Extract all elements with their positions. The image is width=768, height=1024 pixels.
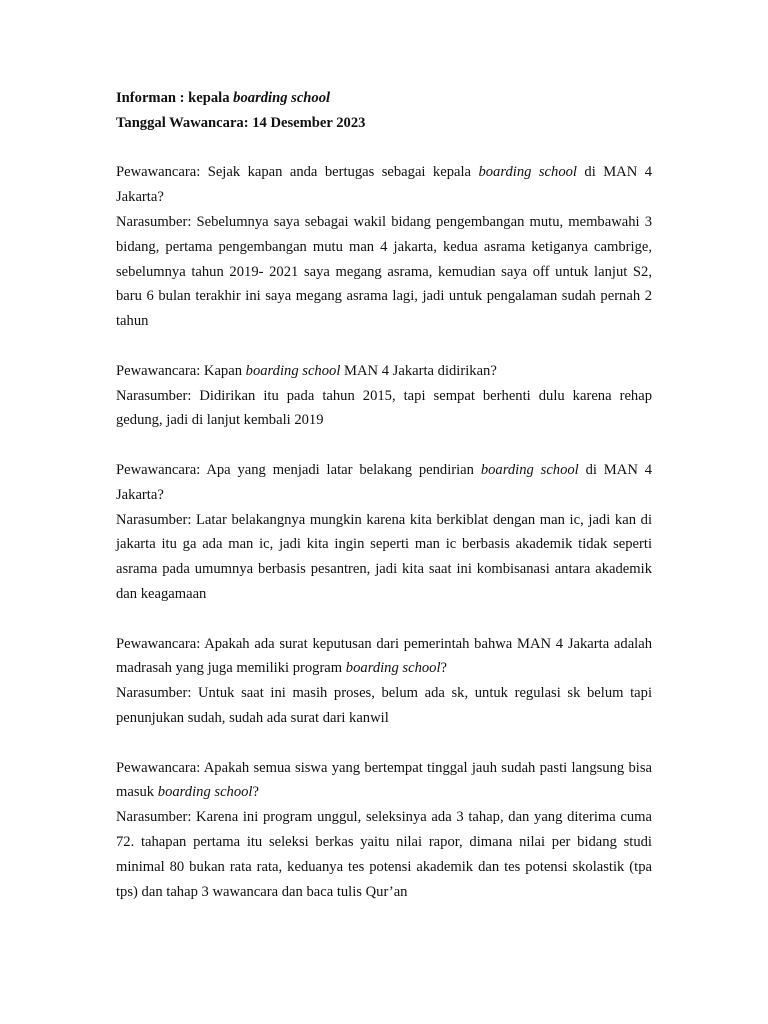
informan-italic: boarding school (233, 90, 331, 106)
qa-block (116, 756, 652, 905)
interview-date: Tanggal Wawancara: 14 Desember 2023 (116, 114, 366, 131)
spacer (116, 136, 652, 161)
source-answer (116, 508, 652, 607)
text-segment: MAN 4 Jakarta didirikan? (340, 362, 497, 379)
italic-term: boarding school (478, 164, 577, 181)
interviewer-question (116, 458, 652, 508)
qa-block (116, 160, 652, 334)
italic-term: boarding school (480, 461, 579, 478)
text-segment: Narasumber: Sebelumnya saya sebagai wakil bidang pengembangan mutu, membawahi 3 bidang, pertama pengembangan mutu man 4 jakarta, kedua asrama ketiganya cambrige, sebelumnya tahun 2019- 2021 saya megang asrama, kemudian saya off untuk lanjut S2, baru 6 bulan terakhir ini saya megang asrama lagi, jadi untuk pengalaman sudah pernah 2 tahun (116, 213, 652, 330)
source-answer (116, 384, 652, 434)
italic-term: boarding school (345, 660, 441, 677)
text-segment: Narasumber: Latar belakangnya mungkin karena kita berkiblat dengan man ic, jadi kan di jakarta itu ga ada man ic, jadi kita ingin seperti man ic berbasis akademik tidak seperti asrama pada umumnya berbasis pesantren, jadi kita saat ini kombisanasi antara akademik dan keagamaan (116, 511, 652, 602)
informan-label: Informan : kepala (116, 90, 234, 106)
text-segment: di MAN 4 Jakarta? (116, 164, 652, 206)
text-segment: Pewawancara: Apa yang menjadi latar belakang pendirian (116, 461, 481, 478)
text-segment: Pewawancara: Sejak kapan anda bertugas sebagai kepala (116, 164, 479, 181)
document-page (116, 86, 652, 929)
italic-term: boarding school (245, 362, 341, 379)
interviewer-question (116, 359, 652, 384)
source-answer (116, 681, 652, 731)
interviewer-question (116, 160, 652, 210)
text-segment: Pewawancara: Kapan (116, 362, 246, 379)
interviewer-question (116, 756, 652, 806)
text-segment: Narasumber: Didirikan itu pada tahun 2015, tapi sempat berhenti dulu karena rehap gedung, jadi di lanjut kembali 2019 (116, 387, 652, 429)
text-segment: Pewawancara: Apakah ada surat keputusan dari pemerintah bahwa MAN 4 Jakarta adalah madrasah yang juga memiliki program (116, 635, 652, 677)
informan-line (116, 86, 652, 111)
qa-block (116, 632, 652, 731)
qa-block (116, 458, 652, 607)
text-segment: di MAN 4 Jakarta? (116, 461, 652, 503)
text-segment: Pewawancara: Apakah semua siswa yang bertempat tinggal jauh sudah pasti langsung bisa masuk (116, 759, 652, 801)
source-answer (116, 210, 652, 334)
text-segment: Narasumber: Untuk saat ini masih proses, belum ada sk, untuk regulasi sk belum tapi penunjukan sudah, sudah ada surat dari kanwil (116, 685, 652, 726)
text-segment: Narasumber: Karena ini program unggul, seleksinya ada 3 tahap, dan yang diterima cuma 72. tahapan pertama itu seleksi berkas yaitu nilai rapor, dimana nilai per bidang studi minimal 80 bukan rata rata, keduanya tes potensi akademik dan tes potensi skolastik (tpa tps) dan tahap 3 wawancara dan baca tulis Qur’an (116, 809, 652, 900)
italic-term: boarding school (157, 784, 253, 801)
source-answer (116, 805, 652, 904)
interview-transcript (116, 160, 652, 904)
text-segment: ? (252, 784, 259, 801)
text-segment: ? (440, 660, 448, 677)
interviewer-question (116, 632, 652, 682)
qa-block (116, 359, 652, 433)
